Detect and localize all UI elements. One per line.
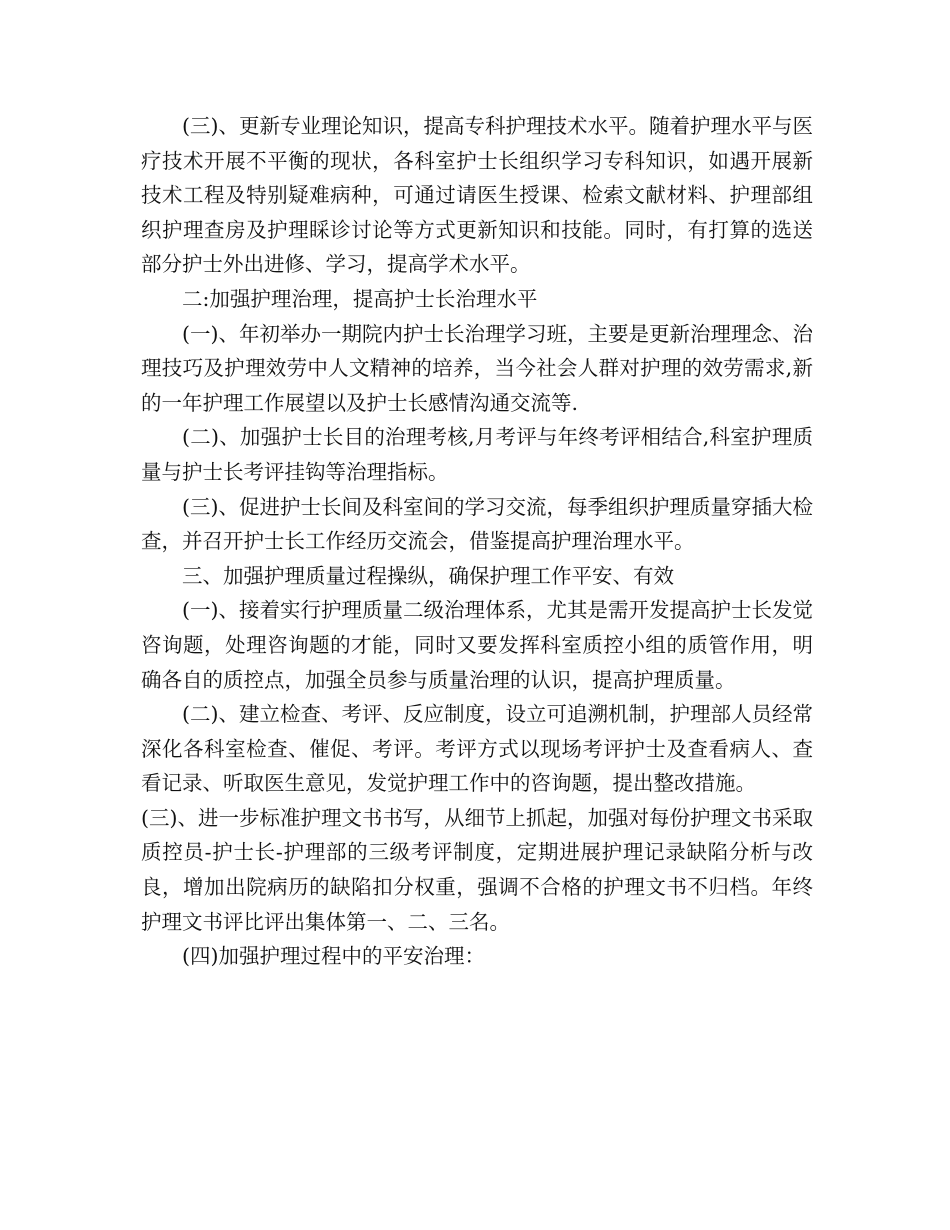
paragraph-two-level-system: (一)、接着实行护理质量二级治理体系，尤其是需开发提高护士长发觉咨询题，处理咨询题的才能，同时又要发挥科室质控小组的质管作用，明确各自的质控点，加强全员参与质量治理的认识，提高护理质量。: [141, 598, 813, 692]
paragraph-inspection-system: (二)、建立检查、考评、反应制度，设立可追溯机制，护理部人员经常深化各科室检查、催促、考评。考评方式以现场考评护士及查看病人、查看记录、听取医生意见，发觉护理工作中的咨询题，提出整改措施。: [141, 702, 813, 796]
section-heading-management: 二:加强护理治理，提高护士长治理水平: [182, 286, 538, 311]
paragraph-nursing-documents: (三)、进一步标准护理文书书写，从细节上抓起，加强对每份护理文书采取质控员-护士长-护理部的三级考评制度，定期进展护理记录缺陷分析与改良，增加出院病历的缺陷扣分权重，强调不合格的护理文书不归档。年终护理文书评比评出集体第一、二、三名。: [141, 805, 813, 934]
paragraph-specialty-knowledge: (三)、更新专业理论知识，提高专科护理技术水平。随着护理水平与医疗技术开展不平衡的现状，各科室护士长组织学习专科知识，如遇开展新技术工程及特别疑难病种，可通过请医生授课、检索文献材料、护理部组织护理查房及护理睬诊讨论等方式更新知识和技能。同时，有打算的选送部分护士外出进修、学习，提高学术水平。: [141, 114, 813, 277]
section-heading-quality-control: 三、加强护理质量过程操纵，确保护理工作平安、有效: [182, 563, 674, 588]
paragraph-exchange: (三)、促进护士长间及科室间的学习交流，每季组织护理质量穿插大检查，并召开护士长工作经历交流会，借鉴提高护理治理水平。: [141, 494, 813, 554]
paragraph-training-class: (一)、年初举办一期院内护士长治理学习班，主要是更新治理理念、治理技巧及护理效劳中人文精神的培养，当今社会人群对护理的效劳需求,新的一年护理工作展望以及护士长感情沟通交流等.: [141, 321, 813, 415]
paragraph-target-assessment: (二)、加强护士长目的治理考核,月考评与年终考评相结合,科室护理质量与护士长考评挂钩等治理指标。: [141, 425, 813, 484]
document-body: [141, 109, 813, 974]
paragraph-safety-management: (四)加强护理过程中的平安治理：: [182, 944, 485, 969]
